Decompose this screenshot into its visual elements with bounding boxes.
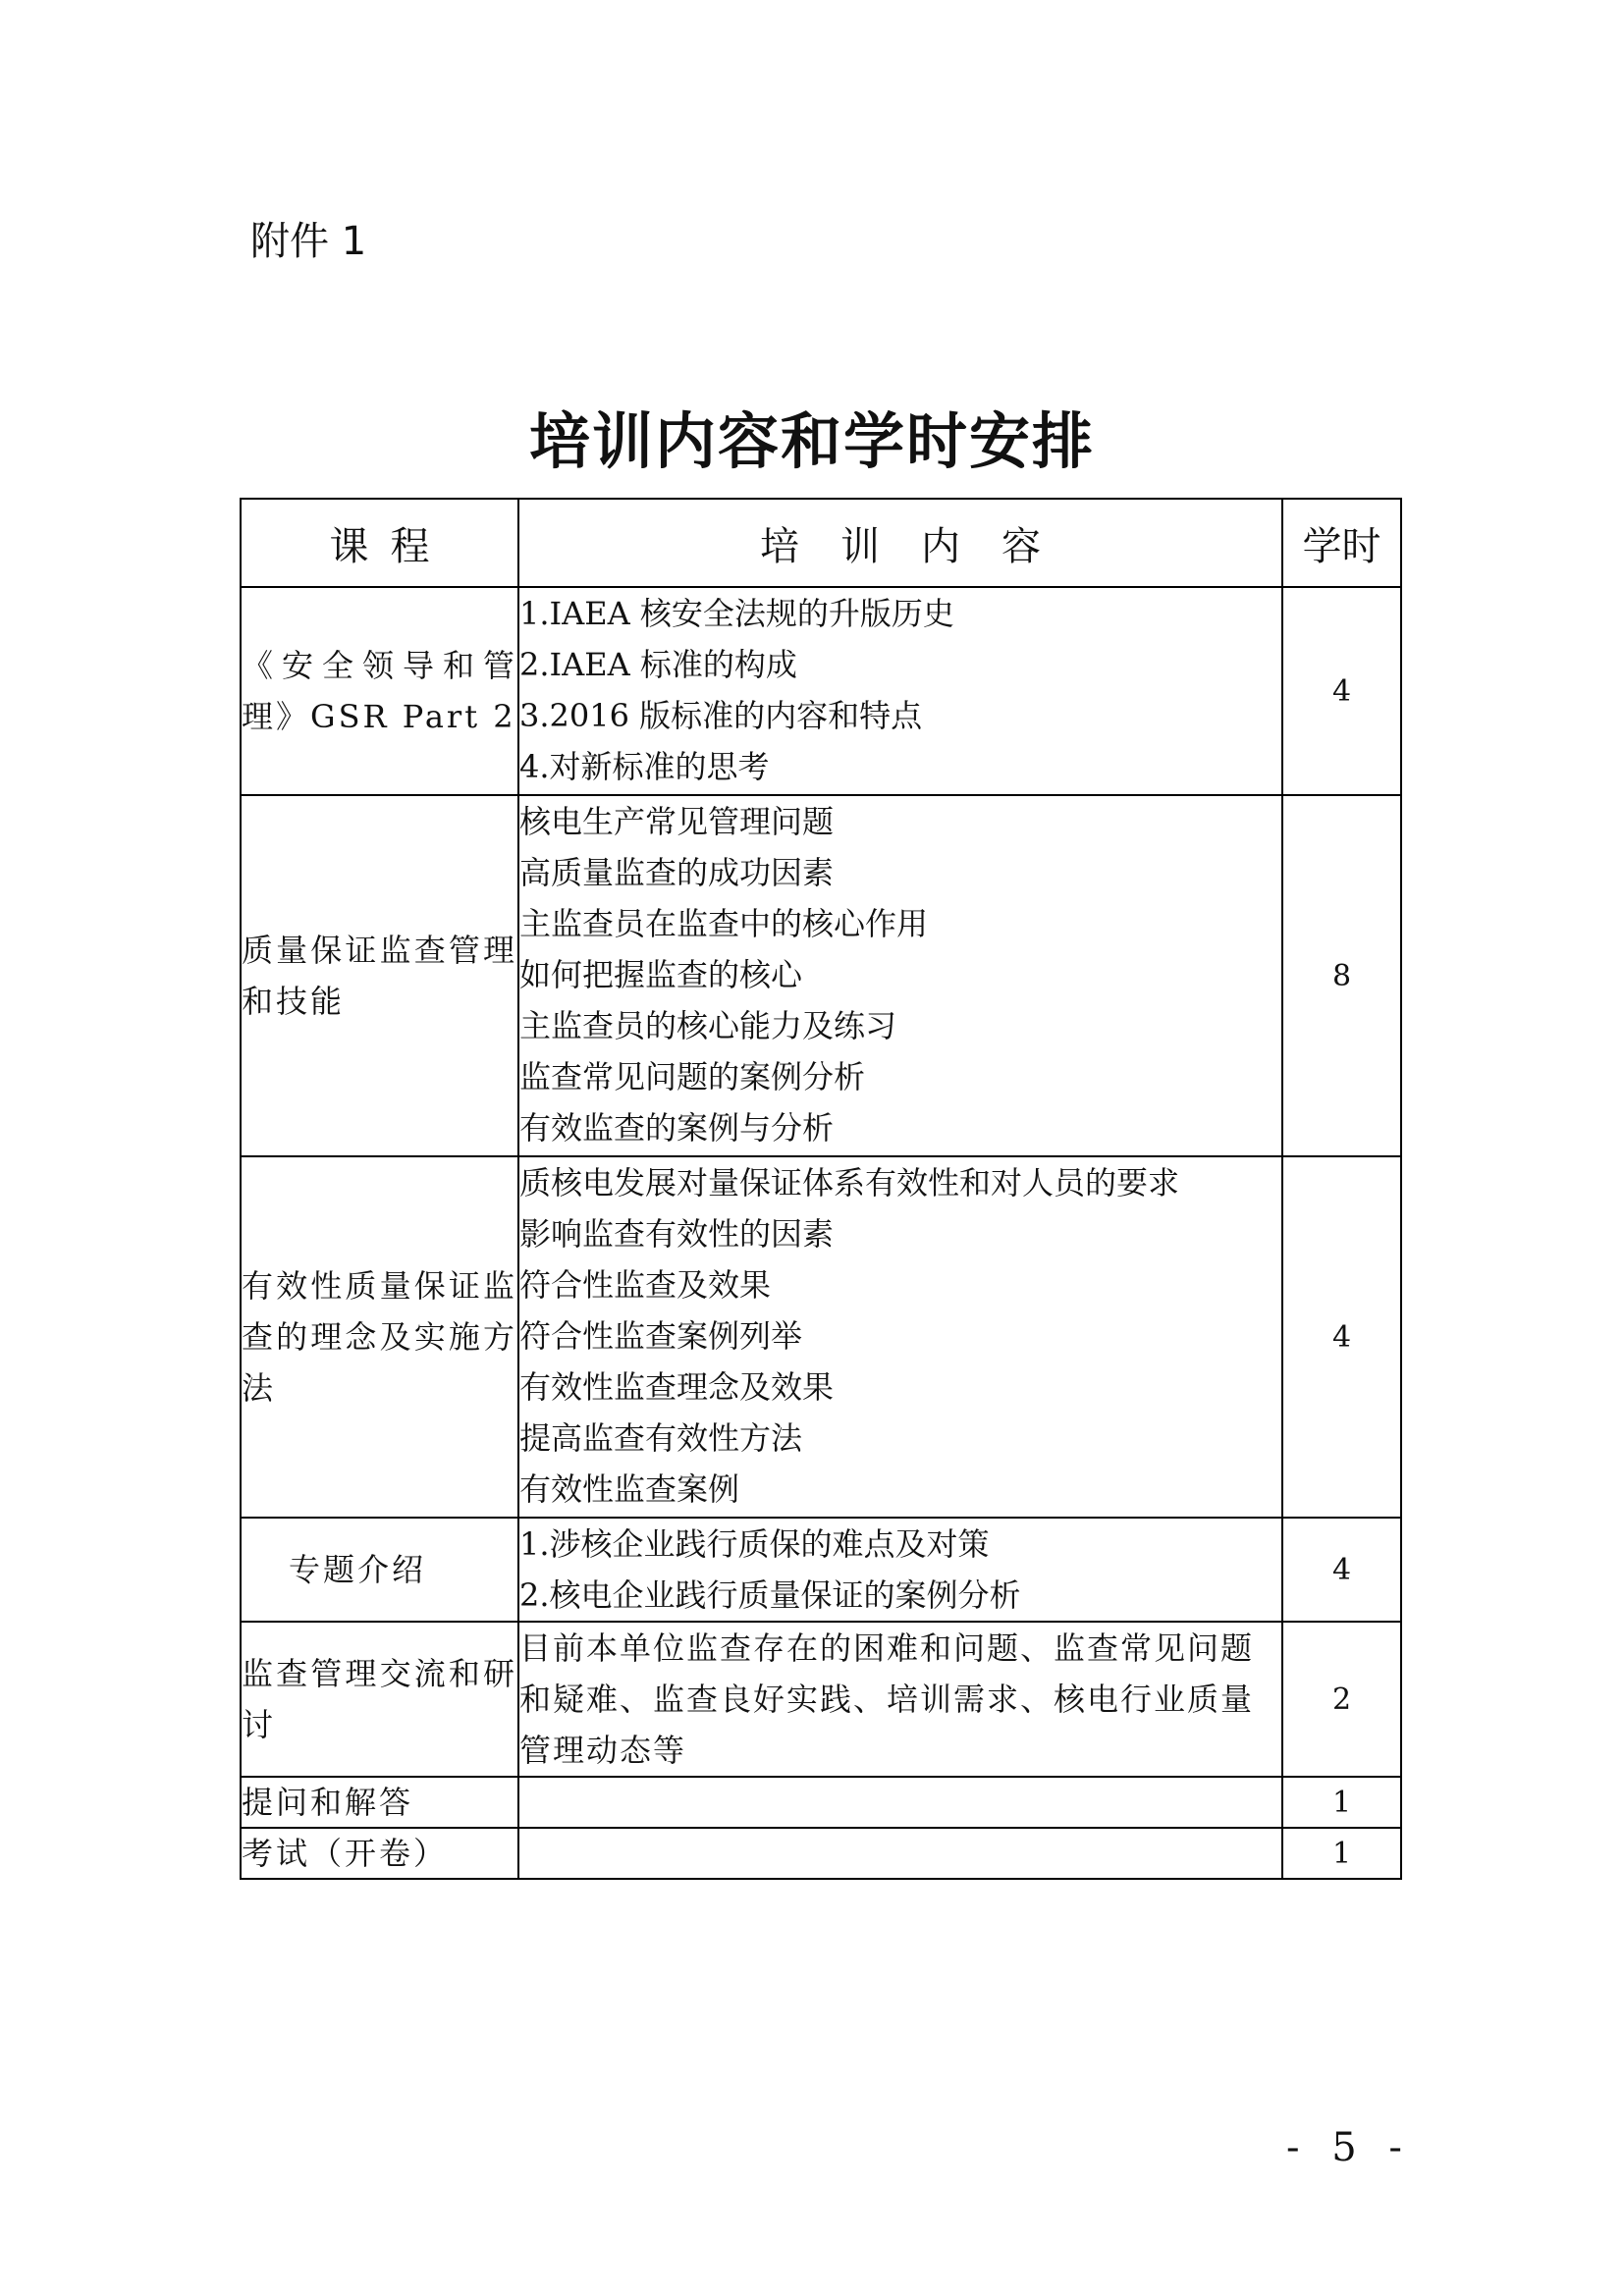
page-number: - 5 -	[1286, 2125, 1412, 2170]
course-cell: 考试（开卷）	[241, 1828, 518, 1879]
content-line: 质核电发展对量保证体系有效性和对人员的要求	[519, 1164, 1180, 1201]
course-cell: 提问和解答	[241, 1777, 518, 1828]
table-row	[241, 1828, 1401, 1879]
content-paragraph: 目前本单位监查存在的困难和问题、监查常见问题和疑难、监查良好实践、培训需求、核电行业质量管理动态等	[519, 1629, 1255, 1769]
table-row	[241, 1777, 1401, 1828]
content-line: 2.IAEA 标准的构成	[519, 646, 797, 683]
training-schedule-table	[240, 498, 1402, 1880]
hours-cell: 4	[1282, 1156, 1401, 1518]
hours-cell: 4	[1282, 1518, 1401, 1622]
table-row	[241, 587, 1401, 795]
course-cell: 监查管理交流和研讨	[241, 1622, 518, 1777]
hours-cell: 1	[1282, 1828, 1401, 1879]
content-line: 主监查员在监查中的核心作用	[519, 905, 929, 942]
content-line: 4.对新标准的思考	[519, 748, 770, 785]
content-cell	[518, 795, 1282, 1156]
content-cell	[518, 1156, 1282, 1518]
content-line: 2.核电企业践行质量保证的案例分析	[519, 1576, 1021, 1614]
table-row	[241, 1156, 1401, 1518]
header-hours: 学时	[1282, 499, 1401, 587]
content-cell	[518, 1828, 1282, 1879]
content-line: 1.IAEA 核安全法规的升版历史	[519, 595, 954, 632]
content-line: 核电生产常见管理问题	[519, 803, 835, 840]
content-line: 影响监查有效性的因素	[519, 1215, 835, 1253]
content-line: 有效监查的案例与分析	[519, 1109, 835, 1147]
content-cell	[518, 1777, 1282, 1828]
content-line: 有效性监查案例	[519, 1470, 740, 1508]
content-line: 符合性监查案例列举	[519, 1317, 803, 1355]
content-line: 监查常见问题的案例分析	[519, 1058, 866, 1095]
content-line: 符合性监查及效果	[519, 1266, 772, 1304]
table-row	[241, 1518, 1401, 1622]
table-header-row	[241, 499, 1401, 587]
hours-cell: 1	[1282, 1777, 1401, 1828]
content-line: 3.2016 版标准的内容和特点	[519, 697, 923, 734]
hours-cell: 4	[1282, 587, 1401, 795]
table-row	[241, 795, 1401, 1156]
course-cell: 有效性质量保证监查的理念及实施方法	[241, 1156, 518, 1518]
content-line: 如何把握监查的核心	[519, 956, 803, 993]
course-cell: 《安全领导和管理》GSR Part 2	[241, 587, 518, 795]
hours-cell: 2	[1282, 1622, 1401, 1777]
header-course: 课程	[241, 499, 518, 587]
hours-cell: 8	[1282, 795, 1401, 1156]
content-line: 主监查员的核心能力及练习	[519, 1007, 897, 1044]
content-cell	[518, 587, 1282, 795]
course-cell: 质量保证监查管理和技能	[241, 795, 518, 1156]
content-line: 提高监查有效性方法	[519, 1419, 803, 1457]
course-cell: 专题介绍	[241, 1518, 518, 1622]
document-title: 培训内容和学时安排	[528, 405, 1095, 477]
content-line: 高质量监查的成功因素	[519, 854, 835, 891]
attachment-label: 附件 1	[250, 219, 367, 264]
header-content: 培训内容	[518, 499, 1282, 587]
table-row	[241, 1622, 1401, 1777]
content-line: 1.涉核企业践行质保的难点及对策	[519, 1525, 990, 1563]
content-line: 有效性监查理念及效果	[519, 1368, 835, 1406]
content-cell	[518, 1622, 1282, 1777]
content-cell	[518, 1518, 1282, 1622]
